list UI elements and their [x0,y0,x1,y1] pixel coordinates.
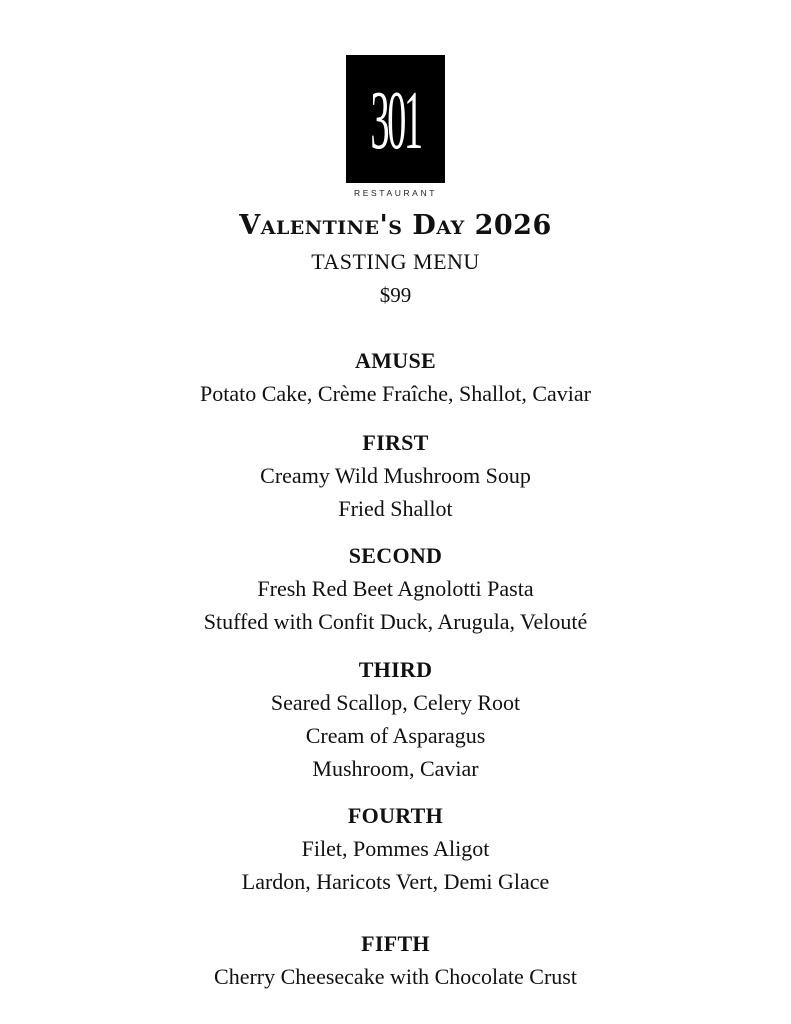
course-name: FOURTH [347,803,444,828]
course-line: Mushroom, Caviar [312,756,479,781]
course-name: FIRST [362,430,429,455]
course-line: Potato Cake, Crème Fraîche, Shallot, Caviar [199,381,591,406]
course-third [0,654,791,785]
logo-subtext: RESTAURANT [354,188,437,198]
course-line: Fried Shallot [338,496,453,521]
course-fourth [0,800,791,898]
course-line: Lardon, Haricots Vert, Demi Glace [241,869,550,894]
course-fifth [0,928,791,993]
course-line: Fresh Red Beet Agnolotti Pasta [257,576,534,601]
course-line: Stuffed with Confit Duck, Arugula, Velouté [203,609,588,634]
course-first [0,427,791,525]
course-line: Seared Scallop, Celery Root [270,690,521,715]
course-amuse [0,345,791,410]
menu-title: Valentine's Day 2026 [239,210,552,241]
course-line: Creamy Wild Mushroom Soup [260,463,531,488]
course-name: AMUSE [355,348,436,373]
menu-subtitle: TASTING MENU [311,249,480,274]
menu-price: $99 [379,283,412,307]
course-line: Cherry Cheesecake with Chocolate Crust [214,964,577,989]
restaurant-logo [346,55,445,183]
logo-number: 301 [370,75,421,167]
course-name: FIFTH [361,931,430,956]
course-line: Cream of Asparagus [305,723,486,748]
course-second [0,540,791,638]
course-line: Filet, Pommes Aligot [301,836,490,861]
course-name: SECOND [348,543,443,568]
course-name: THIRD [358,657,433,682]
